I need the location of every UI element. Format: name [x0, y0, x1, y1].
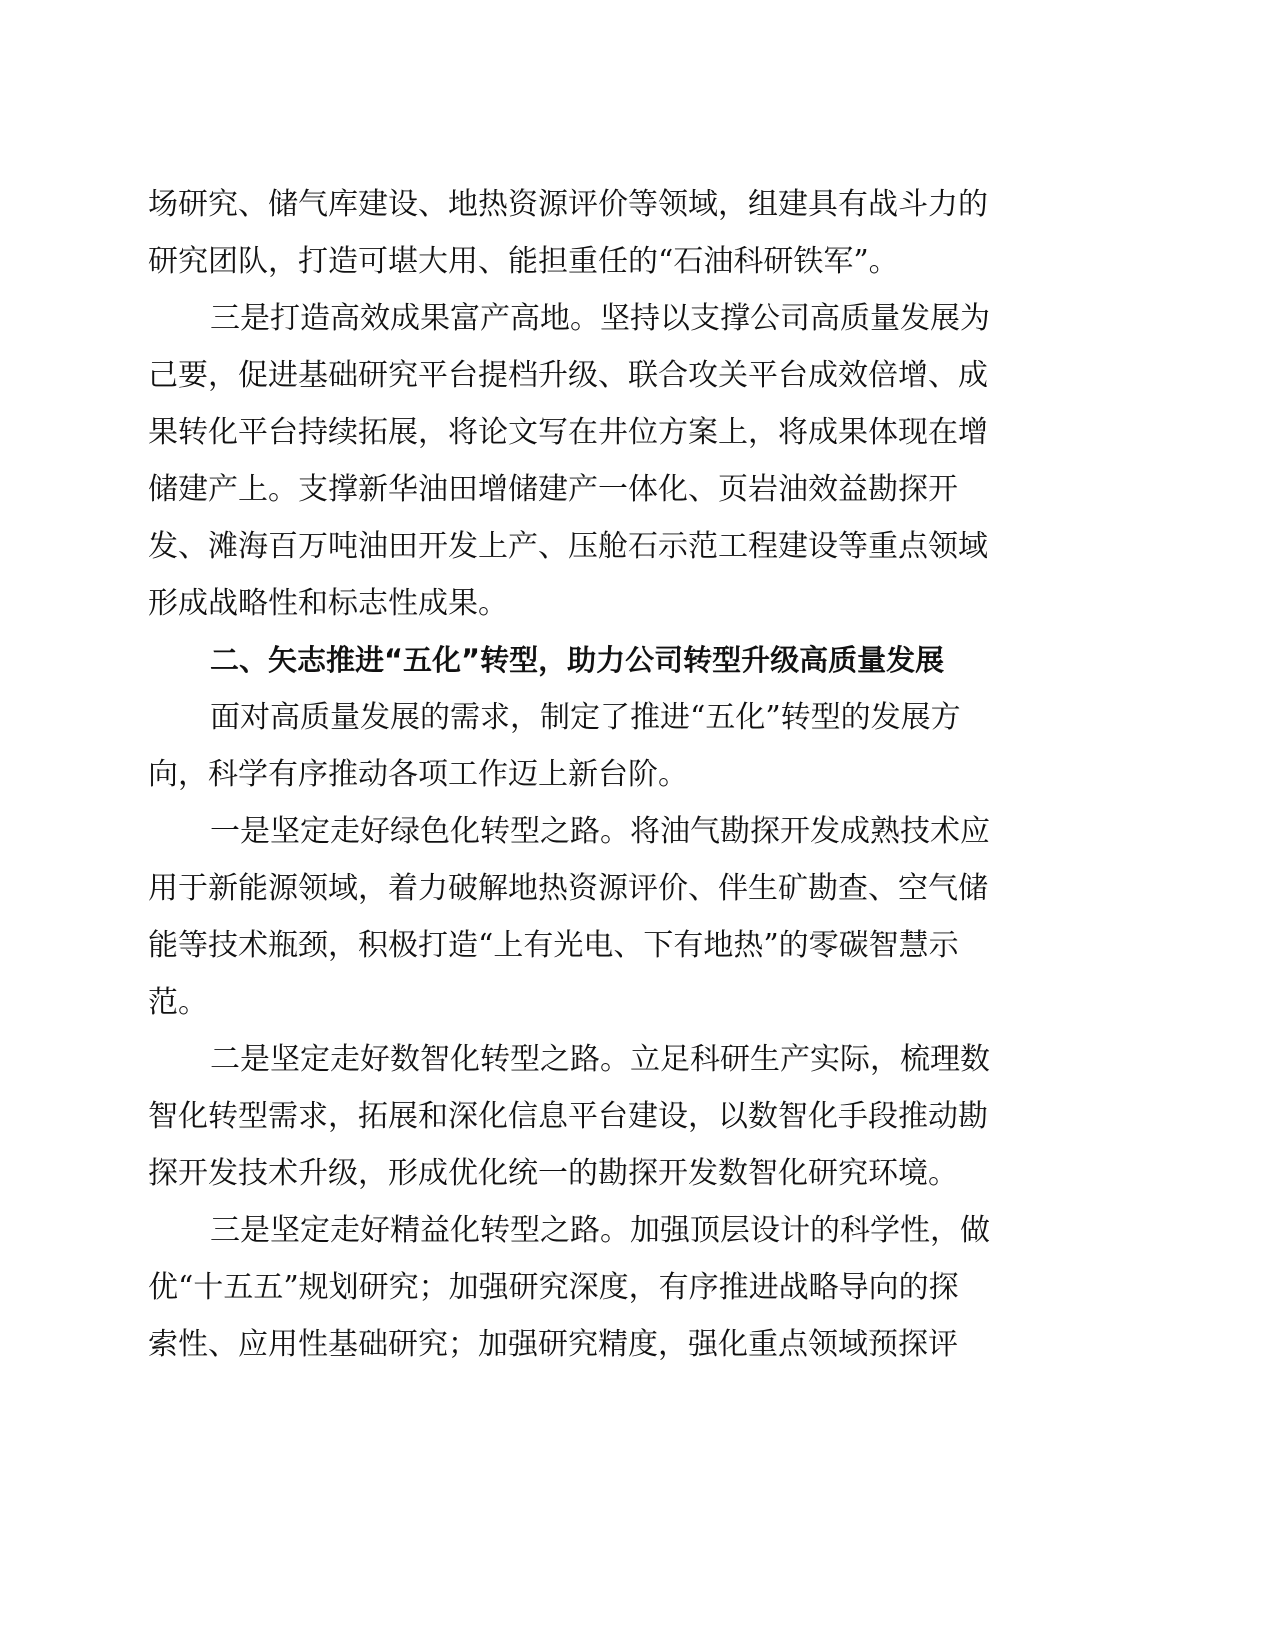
paragraph-high-efficiency-results	[148, 290, 1034, 632]
paragraph-five-transformations-intro	[148, 689, 1034, 803]
text-line: 研究团队，打造可堪大用、能担重任的“石油科研铁军”。	[148, 244, 899, 279]
text-line: 二是坚定走好数智化转型之路。立足科研生产实际，梳理数	[210, 1042, 990, 1077]
section-heading	[148, 632, 1034, 689]
text-line: 三是打造高效成果富产高地。坚持以支撑公司高质量发展为	[210, 301, 990, 336]
text-line: 优“十五五”规划研究；加强研究深度，有序推进战略导向的探	[148, 1270, 959, 1305]
text-line: 果转化平台持续拓展，将论文写在井位方案上，将成果体现在增	[148, 415, 988, 450]
text-line: 一是坚定走好绿色化转型之路。将油气勘探开发成熟技术应	[210, 814, 990, 849]
text-line: 面对高质量发展的需求，制定了推进“五化”转型的发展方	[210, 700, 961, 735]
text-line: 探开发技术升级，形成优化统一的勘探开发数智化研究环境。	[148, 1156, 958, 1191]
text-line: 储建产上。支撑新华油田增储建产一体化、页岩油效益勘探开	[148, 472, 958, 507]
text-line: 能等技术瓶颈，积极打造“上有光电、下有地热”的零碳智慧示	[148, 928, 959, 963]
text-line: 索性、应用性基础研究；加强研究精度，强化重点领域预探评	[148, 1327, 958, 1362]
text-line: 用于新能源领域，着力破解地热资源评价、伴生矿勘查、空气储	[148, 871, 988, 906]
section-heading-text: 二、矢志推进“五化”转型，助力公司转型升级高质量发展	[210, 643, 945, 677]
paragraph-green-transformation	[148, 803, 1034, 1031]
text-line: 智化转型需求，拓展和深化信息平台建设，以数智化手段推动勘	[148, 1099, 988, 1134]
document-page	[148, 176, 1034, 1373]
text-line: 三是坚定走好精益化转型之路。加强顶层设计的科学性，做	[210, 1213, 990, 1248]
text-line: 向，科学有序推动各项工作迈上新台阶。	[148, 757, 688, 792]
paragraph-digital-transformation	[148, 1031, 1034, 1202]
text-line: 范。	[148, 985, 208, 1020]
text-line: 场研究、储气库建设、地热资源评价等领域，组建具有战斗力的	[148, 187, 988, 222]
text-line: 己要，促进基础研究平台提档升级、联合攻关平台成效倍增、成	[148, 358, 988, 393]
paragraph-lean-transformation	[148, 1202, 1034, 1373]
text-line: 形成战略性和标志性成果。	[148, 586, 508, 621]
text-line: 发、滩海百万吨油田开发上产、压舱石示范工程建设等重点领域	[148, 529, 988, 564]
paragraph-continuation	[148, 176, 1034, 290]
